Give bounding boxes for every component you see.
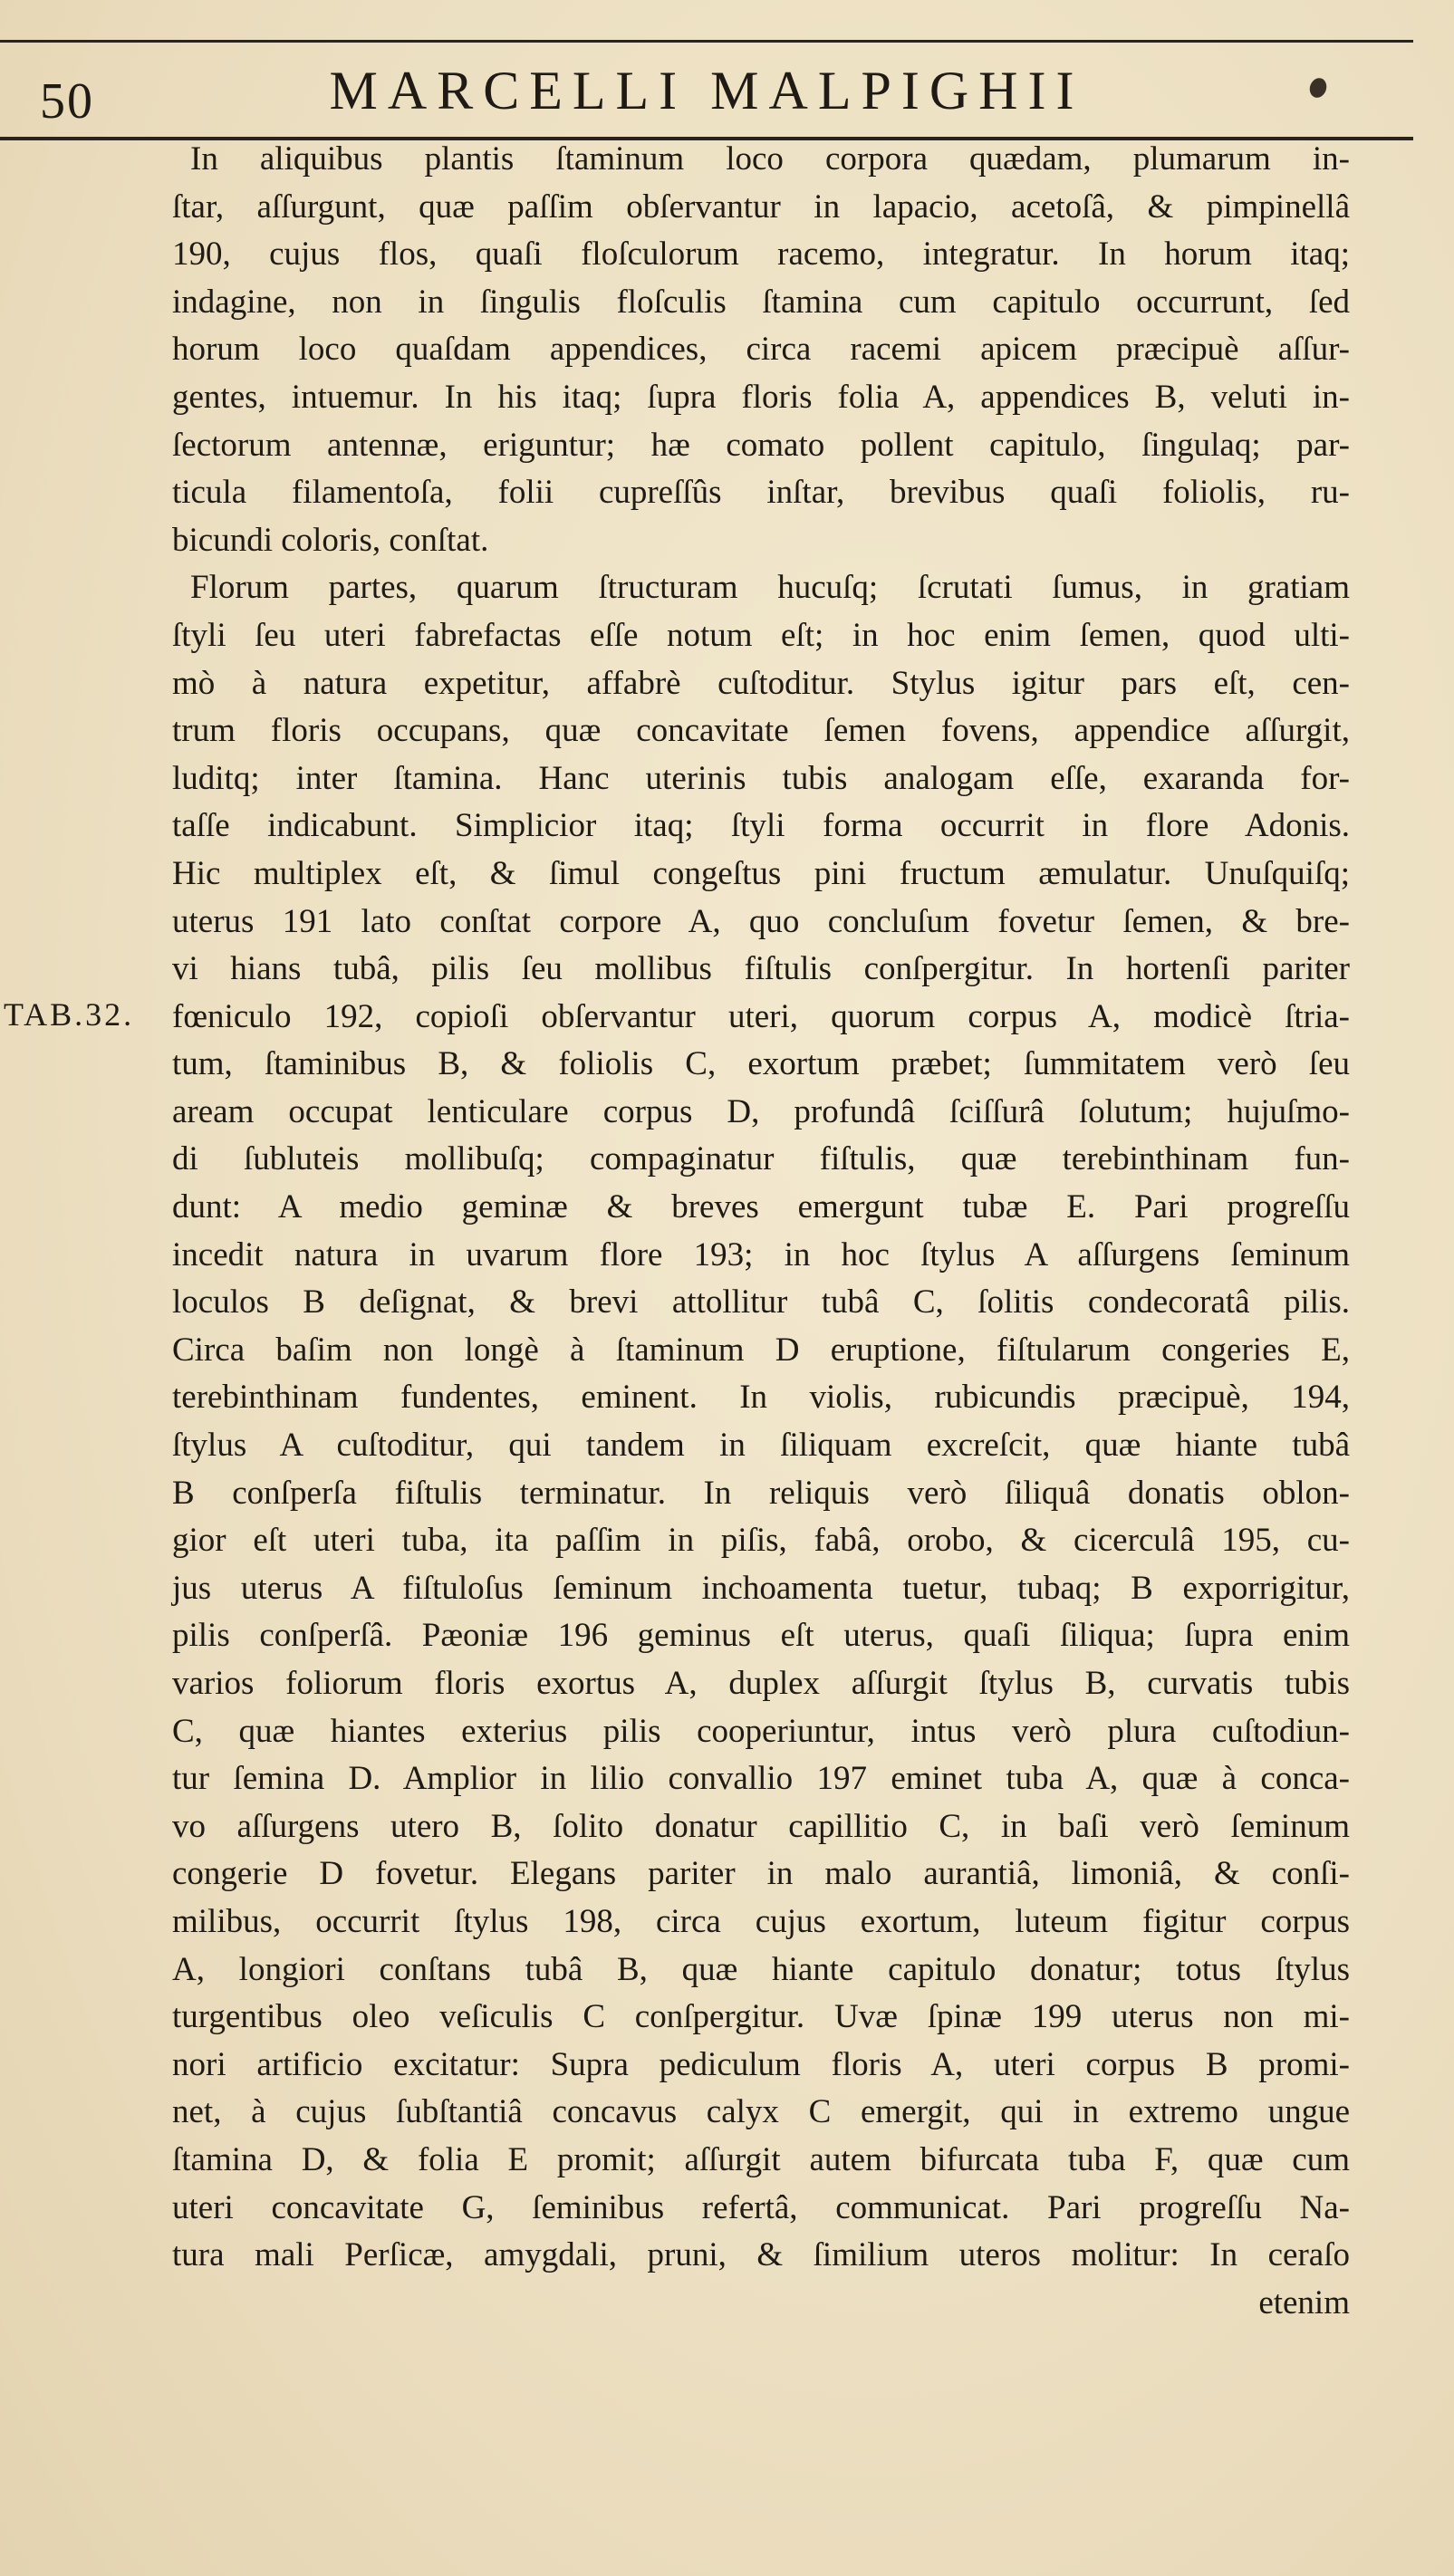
text-line: bicundi coloris, conſtat. [172, 521, 489, 559]
page-number: 50 [40, 73, 94, 130]
text-line: dunt: A medio geminæ & breves emergunt tubæ E. Pari progreſſu [172, 1188, 1350, 1226]
body-text [172, 136, 1350, 2327]
text-line: In aliquibus plantis ſtaminum loco corpora quædam, plumarum in- [190, 140, 1350, 178]
text-line: horum loco quaſdam appendices, circa racemi apicem præcipuè aſſur- [172, 331, 1350, 369]
top-rule [0, 40, 1413, 43]
text-line: ſtyli ſeu uteri fabrefactas eſſe notum eſt; in hoc enim ſemen, quod ulti- [172, 616, 1350, 654]
text-line: vi hians tubâ, pilis ſeu mollibus fiſtulis conſpergitur. In hortenſi pariter [172, 950, 1350, 988]
text-line: jus uterus A fiſtuloſus ſeminum inchoamenta tuetur, tubaq; B exporrigitur, [172, 1569, 1350, 1607]
text-line: Hic multiplex eſt, & ſimul congeſtus pini fructum æmulatur. Unuſquiſq; [172, 854, 1350, 892]
text-line: uteri concavitate G, ſeminibus refertâ, communicat. Pari progreſſu Na- [172, 2188, 1350, 2226]
text-line: C, quæ hiantes exterius pilis cooperiuntur, intus verò plura cuſtodiun- [172, 1712, 1350, 1750]
text-line: taſſe indicabunt. Simplicior itaq; ſtyli forma occurrit in flore Adonis. [172, 807, 1350, 845]
text-line: loculos B deſignat, & brevi attollitur tubâ C, ſolitis condecoratâ pilis. [172, 1283, 1350, 1322]
text-line: incedit natura in uvarum flore 193; in hoc ſtylus A aſſurgens ſeminum [172, 1235, 1350, 1274]
text-line: tur ſemina D. Amplior in lilio convallio 197 eminet tuba A, quæ à conca- [172, 1760, 1350, 1798]
catchword: etenim [1258, 2283, 1350, 2321]
text-line: A, longiori conſtans tubâ B, quæ hiante capitulo donatur; totus ſtylus [172, 1950, 1350, 1988]
text-line: ſtar, aſſurgunt, quæ paſſim obſervantur in lapacio, acetoſâ, & pimpinellâ [172, 187, 1350, 226]
text-line: fœniculo 192, copioſi obſervantur uteri, quorum corpus A, modicè ſtria- [172, 997, 1350, 1035]
page-header [0, 53, 1413, 134]
text-line: tum, ſtaminibus B, & foliolis C, exortum præbet; ſummitatem verò ſeu [172, 1045, 1350, 1083]
text-line: B conſperſa fiſtulis terminatur. In reliquis verò ſiliquâ donatis oblon- [172, 1474, 1350, 1512]
text-line: vo aſſurgens utero B, ſolito donatur capillitio C, in baſi verò ſeminum [172, 1807, 1350, 1845]
text-line: varios foliorum floris exortus A, duplex aſſurgit ſtylus B, curvatis tubis [172, 1665, 1350, 1702]
text-line: gentes, intuemur. In his itaq; ſupra floris folia A, appendices B, veluti in- [172, 378, 1350, 416]
text-line: terebinthinam fundentes, eminent. In violis, rubicundis præcipuè, 194, [172, 1379, 1350, 1417]
text-line: Florum partes, quarum ſtructuram hucuſq; ſcrutati ſumus, in gratiam [190, 569, 1350, 607]
text-line: net, à cujus ſubſtantiâ concavus calyx C emergit, qui in extremo ungue [172, 2093, 1350, 2131]
text-line: ticula filamentoſa, folii cupreſſûs inſtar, brevibus quaſi foliolis, ru- [172, 474, 1350, 512]
margin-note: TAB.32. [4, 996, 135, 1033]
text-line: Circa baſim non longè à ſtaminum D eruptione, fiſtularum congeries E, [172, 1331, 1350, 1369]
text-line: ſtylus A cuſtoditur, qui tandem in ſiliquam excreſcit, quæ hiante tubâ [172, 1427, 1350, 1465]
text-line: ſtamina D, & folia E promit; aſſurgit autem bifurcata tuba F, quæ cum [172, 2140, 1350, 2178]
text-line: ſectorum antennæ, eriguntur; hæ comato pollent capitulo, ſingulaq; par- [172, 426, 1350, 464]
text-line: di ſubluteis mollibuſq; compaginatur fiſtulis, quæ terebinthinam fun- [172, 1140, 1350, 1178]
text-line: congerie D fovetur. Elegans pariter in malo aurantiâ, limoniâ, & conſi- [172, 1855, 1350, 1893]
text-line: indagine, non in ſingulis floſculis ſtamina cum capitulo occurrunt, ſed [172, 283, 1350, 321]
text-line: aream occupat lenticulare corpus D, profundâ ſciſſurâ ſolutum; hujuſmo- [172, 1092, 1350, 1130]
text-line: tura mali Perſicæ, amygdali, pruni, & ſimilium uteros molitur: In ceraſo [172, 2236, 1350, 2274]
text-line: gior eſt uteri tuba, ita paſſim in piſis, fabâ, orobo, & cicerculâ 195, cu- [172, 1522, 1350, 1560]
text-line: nori artificio excitatur: Supra pediculum floris A, uteri corpus B promi- [172, 2045, 1350, 2083]
text-line: mò à natura expetitur, affabrè cuſtoditur. Stylus igitur pars eſt, cen- [172, 664, 1350, 702]
text-line: luditq; inter ſtamina. Hanc uterinis tubis analogam eſſe, exaranda for- [172, 759, 1350, 797]
text-line: turgentibus oleo veſiculis C conſpergitur. Uvæ ſpinæ 199 uterus non mi- [172, 1998, 1350, 2036]
running-head: MARCELLI MALPIGHII [329, 61, 1084, 120]
text-line: 190, cujus flos, quaſi floſculorum racemo, integratur. In horum itaq; [172, 235, 1350, 274]
text-line: pilis conſperſâ. Pæoniæ 196 geminus eſt uterus, quaſi ſiliqua; ſupra enim [172, 1617, 1350, 1655]
text-line: milibus, occurrit ſtylus 198, circa cujus exortum, luteum figitur corpus [172, 1902, 1350, 1940]
text-line: trum floris occupans, quæ concavitate ſemen fovens, appendice aſſurgit, [172, 712, 1350, 750]
text-line: uterus 191 lato conſtat corpore A, quo concluſum fovetur ſemen, & bre- [172, 902, 1350, 940]
